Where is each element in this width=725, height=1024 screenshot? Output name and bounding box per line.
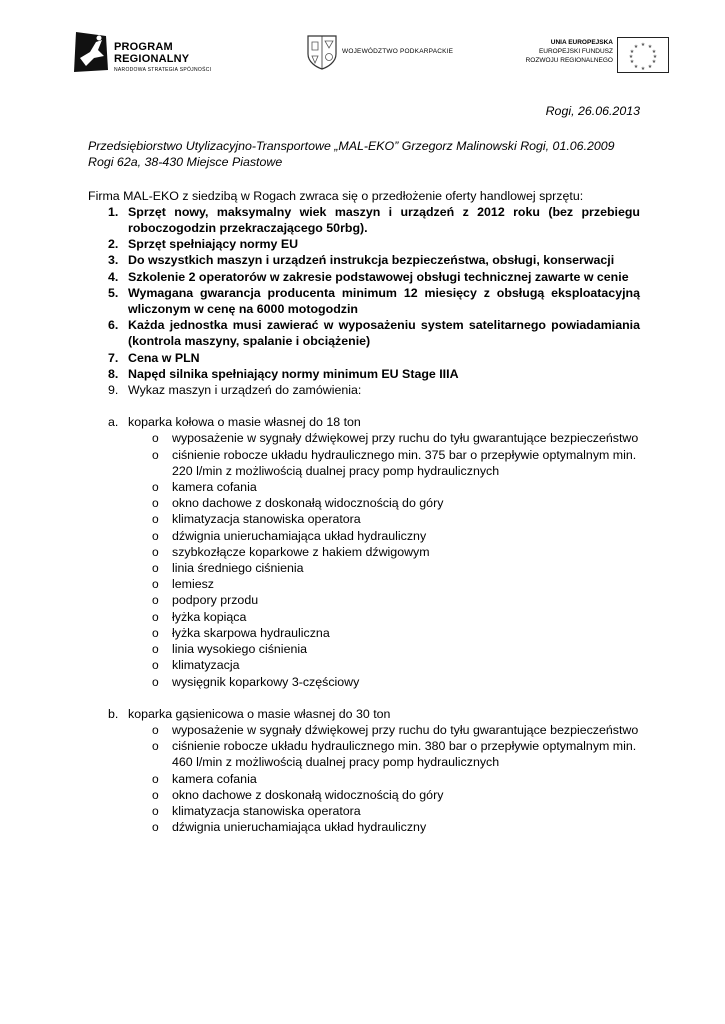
list-item (88, 819, 640, 835)
list-item (88, 722, 640, 738)
requirement-item (88, 366, 640, 382)
document-date: Rogi, 26.06.2013 (545, 104, 640, 118)
bullet: o (152, 431, 159, 446)
bullet: o (152, 625, 159, 640)
bullet: o (152, 496, 159, 511)
program-regionalny-logo (72, 30, 222, 78)
bullet: o (152, 771, 159, 786)
requirement-text: Wymagana gwarancja producenta minimum 12 miesięcy z obsługą eksploatacyjną wliczonym w cenę na 6000 motogodzin (128, 285, 640, 317)
list-item-text: kamera cofania (172, 771, 257, 786)
list-item (88, 511, 640, 527)
document-body (88, 96, 640, 835)
list-item (88, 625, 640, 641)
requirement-item (88, 252, 640, 268)
list-item-text: klimatyzacja stanowiska operatora (172, 803, 361, 818)
list-item-text: dźwignia unieruchamiająca układ hydrauliczny (172, 528, 427, 543)
svg-text:★: ★ (652, 54, 658, 60)
list-item (88, 560, 640, 576)
bullet: o (152, 544, 159, 559)
list-item (88, 592, 640, 608)
list-item (88, 479, 640, 495)
bullet: o (152, 658, 159, 673)
list-item-text: okno dachowe z doskonałą widocznością do góry (172, 787, 444, 802)
bullet: o (152, 577, 159, 592)
section-b-items (88, 722, 640, 835)
machine-section-a (88, 414, 640, 430)
list-item (88, 803, 640, 819)
bullet: o (152, 674, 159, 689)
requirement-text: Każda jednostka musi zawierać w wyposażeniu system satelitarnego powiadamiania (kontrola maszyny, spalanie i obciążenie) (128, 318, 640, 349)
requirement-item (88, 204, 640, 236)
list-item-text: podpory przodu (172, 593, 259, 608)
svg-text:★: ★ (651, 59, 657, 65)
list-item (88, 787, 640, 803)
requirement-text: Szkolenie 2 operatorów w zakresie podstawowej obsługi technicznej zawarte w cenie (128, 269, 629, 284)
voivodeship-logo-text: WOJEWÓDZTWO PODKARPACKIE (342, 48, 454, 55)
bullet: o (152, 512, 159, 527)
program-regionalny-emblem-icon (72, 30, 110, 74)
list-item-text: linia wysokiego ciśnienia (172, 642, 307, 657)
requirements-list (88, 204, 640, 398)
sender-line2: Rogi 62a, 38-430 Miejsce Piastowe (88, 155, 283, 170)
requirement-text: Napęd silnika spełniający normy minimum EU Stage IIIA (128, 366, 459, 381)
list-item (88, 528, 640, 544)
bullet: o (152, 820, 159, 835)
list-item (88, 447, 640, 479)
requirement-text: Wykaz maszyn i urządzeń do zamówienia: (128, 383, 362, 398)
requirement-number: 2. (108, 237, 119, 252)
bullet: o (152, 480, 159, 495)
svg-text:★: ★ (640, 66, 646, 72)
bullet: o (152, 803, 159, 818)
section-title: koparka kołowa o masie własnej do 18 ton (128, 415, 361, 430)
eu-logo-line2: EUROPEJSKI FUNDUSZ (538, 48, 613, 55)
requirement-item (88, 269, 640, 285)
bullet: o (152, 593, 159, 608)
section-title: koparka gąsienicowa o masie własnej do 30 ton (128, 706, 391, 721)
list-item (88, 674, 640, 690)
svg-text:★: ★ (633, 44, 639, 50)
svg-text:★: ★ (633, 64, 639, 70)
list-item-text: wysięgnik koparkowy 3-częściowy (172, 674, 360, 689)
section-a-items (88, 430, 640, 689)
requirement-number: 6. (108, 318, 119, 333)
list-item-text: klimatyzacja stanowiska operatora (172, 512, 361, 527)
svg-text:★: ★ (651, 49, 657, 55)
requirement-text: Sprzęt nowy, maksymalny wiek maszyn i urządzeń z 2012 roku (bez przebiegu roboczogodzin przekraczającego 50rbg). (128, 204, 640, 236)
list-item-text: szybkozłącze koparkowe z hakiem dźwigowym (172, 544, 430, 559)
svg-text:★: ★ (647, 44, 653, 50)
bullet: o (152, 561, 159, 576)
list-item (88, 641, 640, 657)
requirement-number: 1. (108, 204, 119, 219)
list-item-text: dźwignia unieruchamiająca układ hydrauliczny (172, 820, 427, 835)
list-item-text: klimatyzacja (172, 658, 240, 673)
bullet: o (152, 642, 159, 657)
requirement-number: 3. (108, 253, 119, 268)
requirement-number: 9. (108, 383, 119, 398)
section-letter: b. (108, 706, 119, 721)
eu-logo-line3: ROZWOJU REGIONALNEGO (525, 57, 613, 64)
requirement-item (88, 350, 640, 366)
eu-logo-line1: UNIA EUROPEJSKA (550, 39, 613, 46)
requirement-number: 7. (108, 350, 119, 365)
list-item-text: ciśnienie robocze układu hydraulicznego min. 380 bar o przepływie optymalnym min. 460 l/min z możliwością dualnej pracy pomp hydraulicznych (172, 739, 637, 770)
requirement-number: 4. (108, 269, 119, 284)
requirement-item (88, 317, 640, 349)
program-logo-line1: PROGRAM (114, 41, 173, 53)
list-item (88, 430, 640, 446)
list-item (88, 495, 640, 511)
list-item (88, 771, 640, 787)
svg-text:★: ★ (640, 42, 646, 48)
eu-logo (505, 37, 669, 73)
list-item-text: wyposażenie w sygnały dźwiękowej przy ruchu do tyłu gwarantujące bezpieczeństwo (172, 431, 639, 446)
list-item (88, 609, 640, 625)
list-item-text: łyżka skarpowa hydrauliczna (172, 625, 330, 640)
bullet: o (152, 787, 159, 802)
intro-paragraph: Firma MAL-EKO z siedzibą w Rogach zwraca się o przedłożenie oferty handlowej sprzętu: (88, 188, 584, 203)
list-item-text: lemiesz (172, 577, 214, 592)
sender-line1: Przedsiębiorstwo Utylizacyjno-Transportowe „MAL-EKO” Grzegorz Malinowski Rogi, 01.06.2009 (88, 139, 615, 154)
list-item (88, 576, 640, 592)
eu-flag-icon (617, 37, 669, 73)
bullet: o (152, 609, 159, 624)
requirement-item (88, 236, 640, 252)
section-letter: a. (108, 415, 119, 430)
voivodeship-crest-icon (306, 34, 338, 70)
list-item-text: kamera cofania (172, 480, 257, 495)
list-item (88, 544, 640, 560)
list-item-text: wyposażenie w sygnały dźwiękowej przy ruchu do tyłu gwarantujące bezpieczeństwo (172, 722, 639, 737)
machine-section-b (88, 706, 640, 722)
bullet: o (152, 528, 159, 543)
svg-text:★: ★ (628, 54, 634, 60)
bullet: o (152, 739, 159, 754)
requirement-text: Do wszystkich maszyn i urządzeń instrukcja bezpieczeństwa, obsługi, konserwacji (128, 253, 615, 268)
list-item-text: okno dachowe z doskonałą widocznością do góry (172, 496, 444, 511)
bullet: o (152, 447, 159, 462)
list-item (88, 657, 640, 673)
requirement-text: Sprzęt spełniający normy EU (128, 237, 299, 252)
program-logo-line3: NARODOWA STRATEGIA SPÓJNOŚCI (114, 67, 212, 73)
svg-text:★: ★ (647, 64, 653, 70)
svg-text:★: ★ (629, 59, 635, 65)
bullet: o (152, 722, 159, 737)
list-item-text: łyżka kopiąca (172, 609, 247, 624)
program-logo-line2: REGIONALNY (114, 53, 190, 65)
requirement-item (88, 285, 640, 317)
svg-text:★: ★ (629, 49, 635, 55)
requirement-number: 8. (108, 366, 119, 381)
list-item-text: linia średniego ciśnienia (172, 561, 304, 576)
requirement-number: 5. (108, 285, 119, 300)
list-item-text: ciśnienie robocze układu hydraulicznego min. 375 bar o przepływie optymalnym min. 220 l/min z możliwością dualnej pracy pomp hydraulicznych (172, 447, 637, 478)
requirement-text: Cena w PLN (128, 350, 200, 365)
requirement-item (88, 382, 640, 398)
list-item (88, 738, 640, 770)
sender-block (88, 138, 640, 170)
